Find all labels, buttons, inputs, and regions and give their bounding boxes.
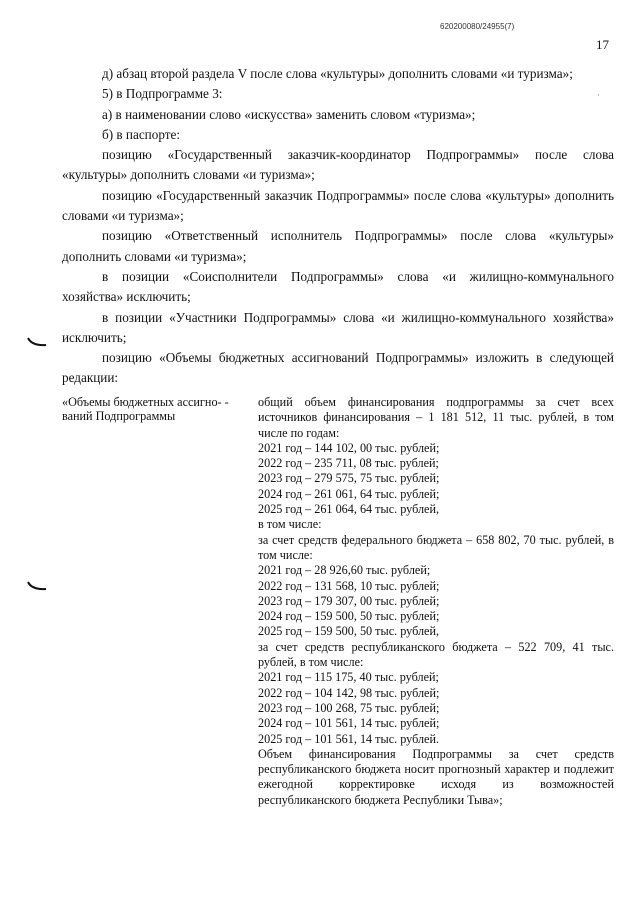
table-line: за счет средств республиканского бюджета – 522 709, 41 тыс. рублей, в том числе: [258,639,614,670]
table-line: 2022 год – 131 568, 10 тыс. рублей; [258,578,440,593]
table-line: 2025 год – 261 064, 64 тыс. рублей, [258,502,440,517]
table-label-cell: «Объемы бюджетных ассигно- - ваний Подпрограммы [62,395,229,423]
table-line: 2025 год – 101 561, 14 тыс. рублей. [258,731,440,746]
paragraph: в позиции «Участники Подпрограммы» слова «и жилищно-коммунального хозяйства» исключить; [62,309,614,345]
table-line: 2021 год – 115 175, 40 тыс. рублей; [258,670,439,685]
document-id: 620200080/24955(7) [440,22,515,31]
table-line: 2024 год – 261 061, 64 тыс. рублей; [258,486,440,501]
table-line: Объем финансирования Подпрограммы за счет средств республиканского бюджета носит прогнозный характер и подлежит ежегодной корректировке исходя из возможностей республиканского бюджета Республики Тыва»; [258,746,614,807]
table-line: 2025 год – 159 500, 50 тыс. рублей, [258,624,440,639]
table-line: 2022 год – 104 142, 98 тыс. рублей; [258,685,440,700]
binding-hole-mark [26,580,48,592]
table-line: 2024 год – 101 561, 14 тыс. рублей; [258,716,440,731]
table-line: 2022 год – 235 711, 08 тыс. рублей; [258,456,439,471]
table-line: 2023 год – 179 307, 00 тыс. рублей; [258,593,440,608]
paragraph: позицию «Ответственный исполнитель Подпрограммы» после слова «культуры» дополнить словами «и туризма»; [62,228,614,264]
table-line: 2023 год – 100 268, 75 тыс. рублей; [258,700,440,715]
table-line: 2023 год – 279 575, 75 тыс. рублей; [258,471,440,486]
paragraph: д) абзац второй раздела V после слова «культуры» дополнить словами «и туризма»; [102,66,573,81]
scan-tick-mark: · [597,90,600,100]
paragraph: 5) в Подпрограмме 3: [102,86,223,102]
table-line: 2021 год – 28 926,60 тыс. рублей; [258,563,431,578]
binding-hole-mark [26,336,48,348]
table-line: 2024 год – 159 500, 50 тыс. рублей; [258,609,440,624]
table-line: 2021 год – 144 102, 00 тыс. рублей; [258,440,440,455]
table-line: за счет средств федерального бюджета – 658 802, 70 тыс. рублей, в том числе: [258,532,614,562]
paragraph: позицию «Объемы бюджетных ассигнований Подпрограммы» изложить в следующей редакции: [62,350,614,386]
paragraph: а) в наименовании слово «искусства» заменить словом «туризма»; [102,106,476,122]
paragraph: позицию «Государственный заказчик-координатор Подпрограммы» после слова «культуры» дополнить словами «и туризма»; [62,147,614,183]
page-number: 17 [596,37,609,52]
paragraph: позицию «Государственный заказчик Подпрограммы» после слова «культуры» дополнить словами «и туризма»; [62,187,614,224]
table-line: общий объем финансирования подпрограммы за счет всех источников финансирования – 1 181 512, 11 тыс. рублей, в том числе по годам: [258,395,614,440]
paragraph: б) в паспорте: [102,126,181,142]
table-value-cell [258,395,614,808]
body-text [62,64,614,389]
table-line: в том числе: [258,517,322,532]
paragraph: в позиции «Соисполнители Подпрограммы» слова «и жилищно-коммунального хозяйства» исключить; [62,268,614,305]
